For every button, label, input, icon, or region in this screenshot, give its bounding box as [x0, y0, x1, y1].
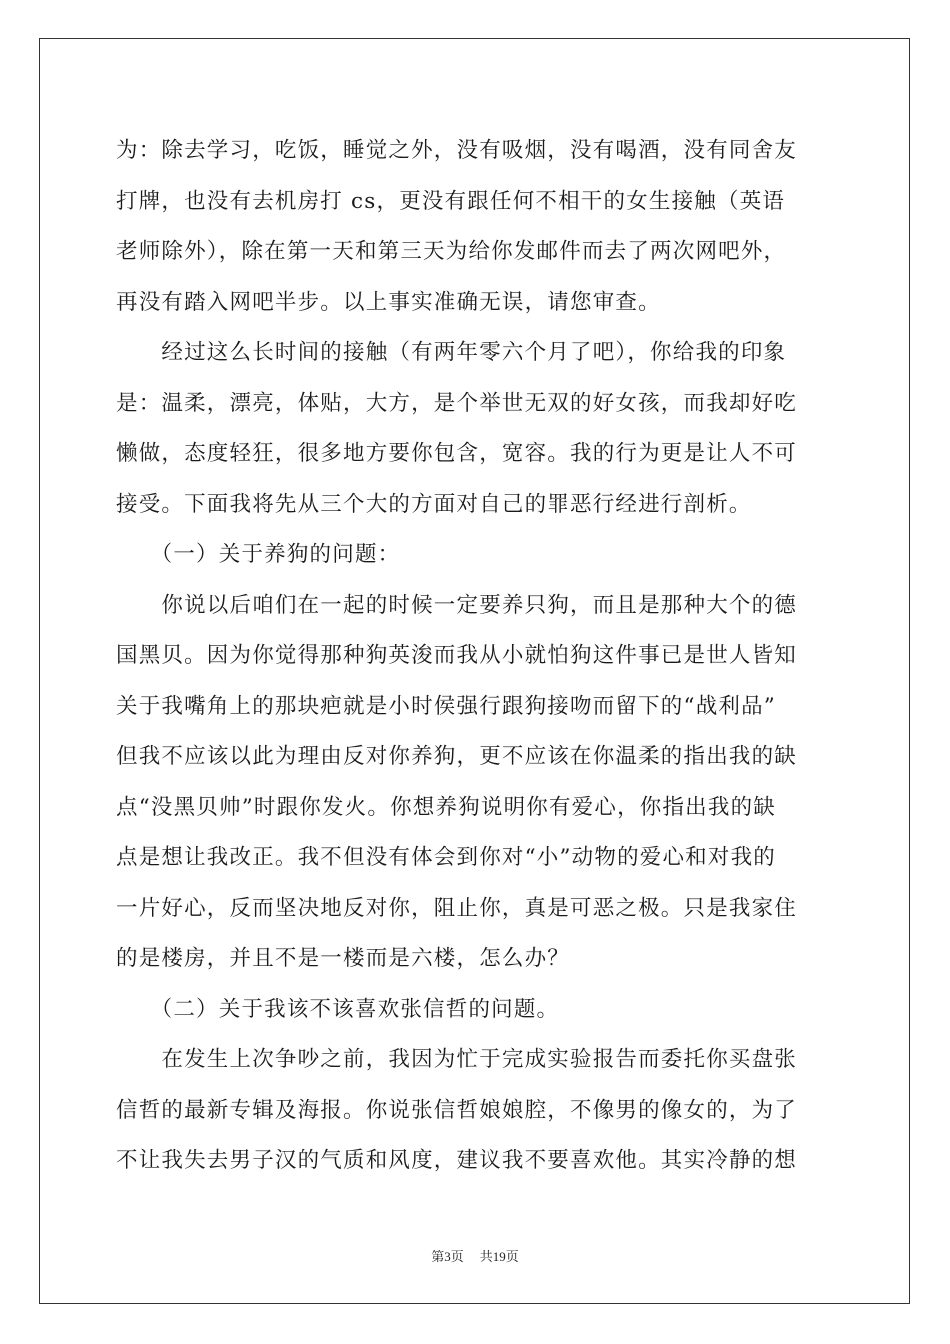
text-line: 不让我失去男子汉的气质和风度，建议我不要喜欢他。其实冷静的想 — [116, 1148, 798, 1173]
text-line: 为：除去学习，吃饭，睡觉之外，没有吸烟，没有喝酒，没有同舍友 — [116, 138, 798, 163]
text-line: 再没有踏入网吧半步。以上事实准确无误，请您审查。 — [116, 289, 661, 315]
text-line: 老师除外），除在第一天和第三天为给你发邮件而去了两次网吧外， — [116, 239, 787, 264]
text-line: 但我不应该以此为理由反对你养狗，更不应该在你温柔的指出我的缺 — [116, 744, 798, 769]
page-footer — [0, 1246, 950, 1265]
text-line: 信哲的最新专辑及海报。你说张信哲娘娘腔，不像男的像女的，为了 — [116, 1097, 798, 1123]
text-line: 点是想让我改正。我不但没有体会到你对“小”动物的爱心和对我的 — [116, 845, 776, 870]
text-line: 的是楼房，并且不是一楼而是六楼，怎么办？ — [116, 946, 571, 971]
text-line: 经过这么长时间的接触（有两年零六个月了吧），你给我的印象 — [116, 340, 787, 365]
text-line: 一片好心，反而坚决地反对你，阻止你，真是可恶之极。只是我家住 — [116, 895, 798, 921]
document-body — [116, 126, 836, 1187]
text-line: 打牌，也没有去机房打 cs，更没有跟任何不相干的女生接触（英语 — [116, 188, 786, 214]
text-line: 你说以后咱们在一起的时候一定要养只狗，而且是那种大个的德 — [116, 592, 798, 618]
text-line: 在发生上次争吵之前，我因为忙于完成实验报告而委托你买盘张 — [116, 1047, 798, 1072]
section-heading: （一）关于养狗的问题： — [116, 542, 401, 567]
section-heading: （二）关于我该不该喜欢张信哲的问题。 — [116, 996, 560, 1022]
text-line: 是：温柔，漂亮，体贴，大方，是个举世无双的好女孩，而我却好吃 — [116, 390, 798, 416]
text-line: 懒做，态度轻狂，很多地方要你包含，宽容。我的行为更是让人不可 — [116, 441, 798, 466]
text-line: 点“没黑贝帅”时跟你发火。你想养狗说明你有爱心，你指出我的缺 — [116, 794, 776, 820]
text-line: 关于我嘴角上的那块疤就是小时侯强行跟狗接吻而留下的“战利品” — [116, 693, 776, 719]
page-number: 第3页 — [431, 1249, 464, 1264]
text-line: 国黑贝。因为你觉得那种狗英浚而我从小就怕狗这件事已是世人皆知 — [116, 643, 798, 668]
page-total: 共19页 — [479, 1249, 519, 1264]
text-line: 接受。下面我将先从三个大的方面对自己的罪恶行经进行剖析。 — [116, 491, 752, 517]
